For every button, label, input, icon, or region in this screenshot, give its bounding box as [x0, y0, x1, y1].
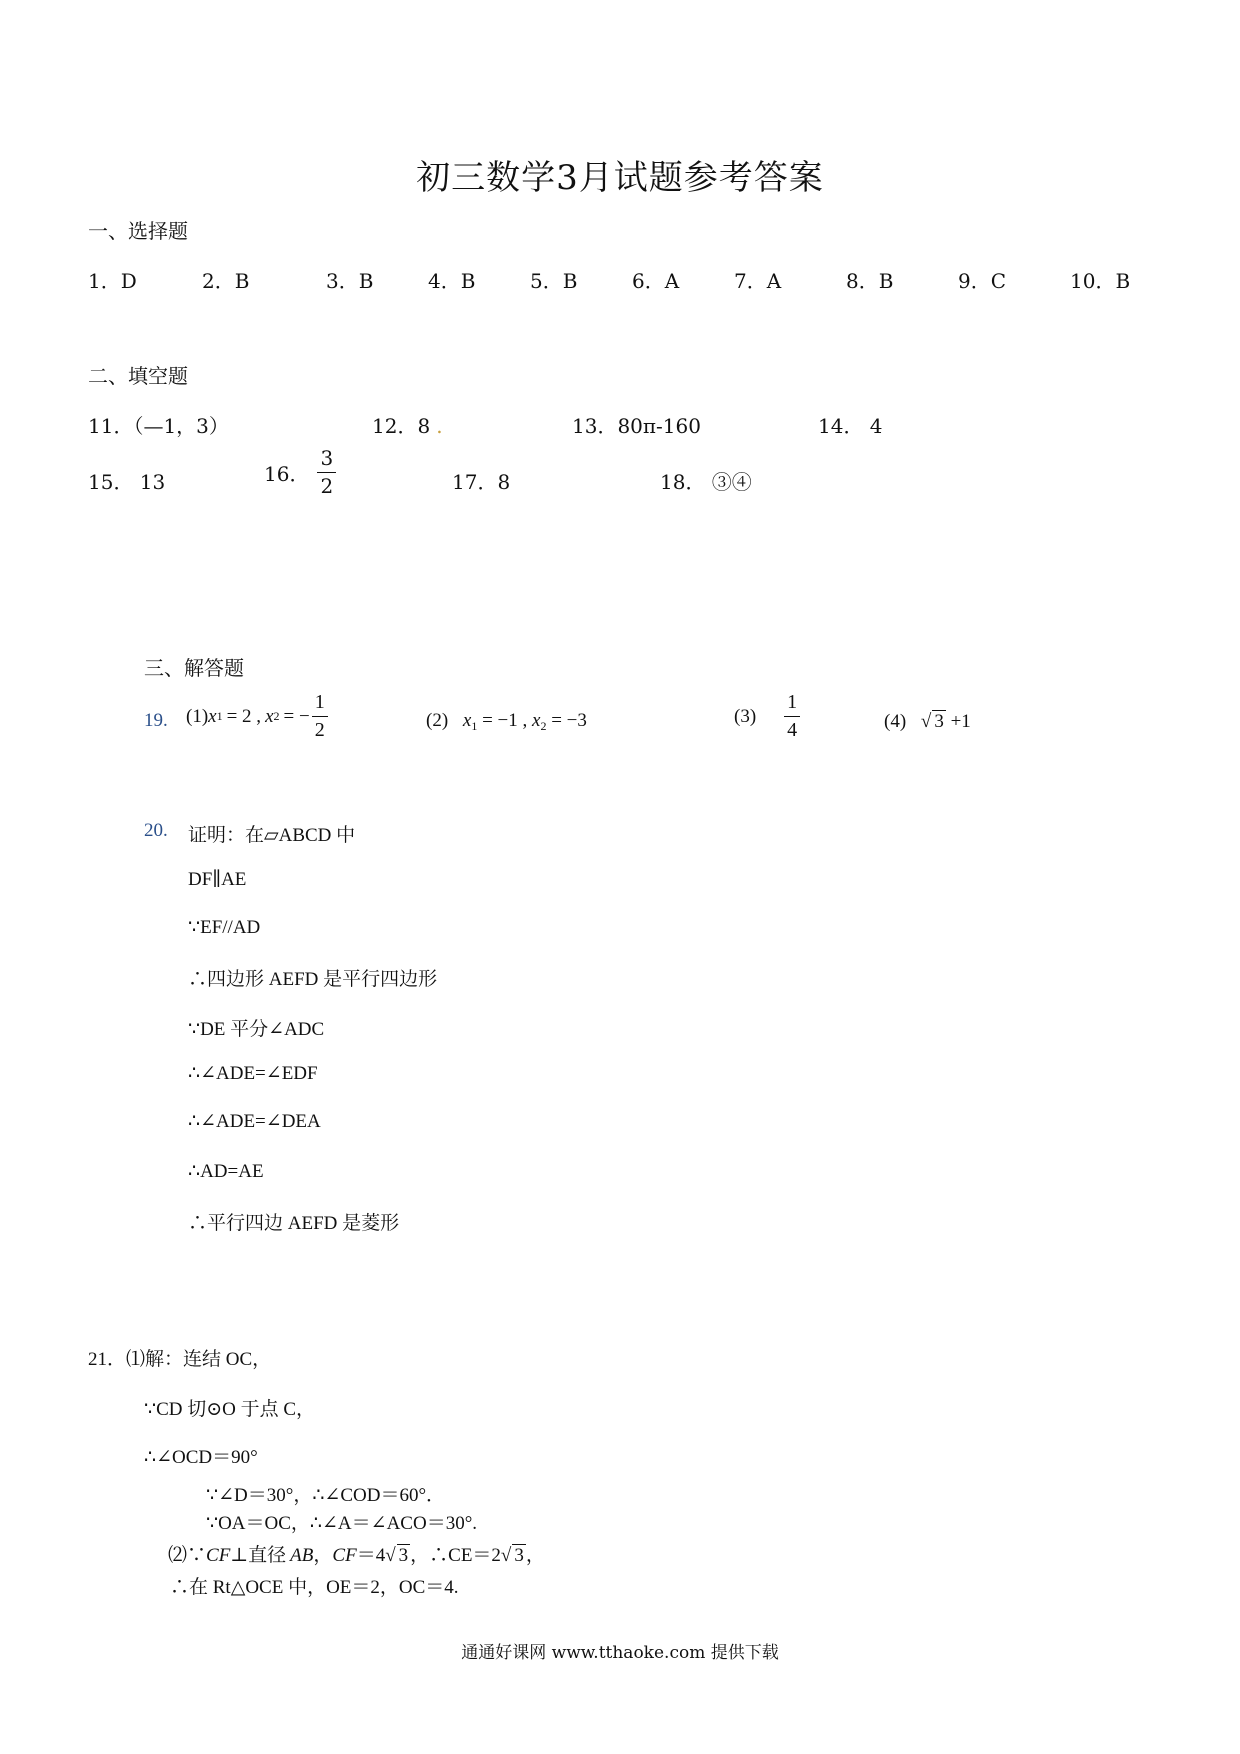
q19-part1-x1-value: = 2 ,	[226, 705, 262, 727]
section-heading-fill: 二、填空题	[88, 364, 188, 388]
q21-part2-radicand-2: 3	[514, 1545, 524, 1566]
q20-line-9: ∴平行四边 AEFD 是菱形	[188, 1213, 400, 1234]
q19-part4-label: (4)	[884, 711, 907, 732]
answer-17: 17．8	[452, 470, 511, 494]
q19-part3-fraction	[784, 692, 800, 741]
q21-part2-mid: ，∴CE＝2	[410, 1545, 501, 1566]
q21-part2-cf: CF	[206, 1545, 231, 1566]
q19-part1-x2-eq: = −	[283, 705, 310, 727]
q19-label: 19.	[144, 710, 168, 731]
q19-part1	[186, 692, 328, 741]
q19-part1-x1: x	[208, 705, 217, 727]
q20-line-6: ∴∠ADE=∠EDF	[188, 1063, 318, 1084]
q21-part2-perp: ⊥直径	[230, 1545, 287, 1566]
answer-16-fraction	[317, 448, 336, 497]
q21-part2-line-2: ∴在 Rt△OCE 中，OE＝2，OC＝4.	[170, 1577, 459, 1598]
answer-9: 9．C	[958, 269, 1007, 293]
q19-part2	[426, 710, 587, 734]
q20-label: 20.	[144, 820, 168, 841]
answer-16	[264, 448, 336, 497]
q19-part2-x2: x	[532, 710, 541, 731]
q19-part2-x1: x	[462, 710, 472, 731]
answer-3: 3．B	[326, 269, 374, 293]
answer-1: 1．D	[88, 269, 137, 293]
answer-6: 6．A	[632, 269, 680, 293]
q21-line-4: ∵OA＝OC，∴∠A＝∠ACO＝30°.	[206, 1513, 478, 1534]
q21-line-1: ∵CD 切⊙O 于点 C，	[144, 1399, 316, 1420]
fraction-numerator: 1	[312, 692, 328, 717]
q19-part1-x2-sub: 2	[273, 709, 280, 723]
q21-line-2: ∴∠OCD＝90°	[144, 1447, 258, 1468]
q19-part2-label: (2)	[426, 710, 449, 731]
q19-part1-label: (1)	[186, 705, 209, 727]
q19-part1-x2: x	[265, 705, 274, 727]
answer-5: 5．B	[530, 269, 578, 293]
fraction-numerator: 1	[784, 692, 800, 717]
q19-part4	[884, 710, 971, 733]
q19-part3	[734, 692, 800, 741]
q20-line-1: 证明：在▱ABCD 中	[188, 825, 356, 846]
answer-12-dot: .	[436, 414, 443, 438]
answer-16-label: 16．	[264, 462, 310, 486]
fraction-denominator: 4	[787, 719, 798, 741]
q21-label: 21．⑴解：连结 OC，	[88, 1349, 272, 1370]
answer-15: 15． 13	[88, 470, 166, 494]
q19-part2-x1-sub: 1	[471, 719, 478, 733]
q21-part2-end: ，	[525, 1545, 545, 1566]
q19-part4-tail: +1	[950, 711, 971, 732]
q21-line-3: ∵∠D＝30°，∴∠COD＝60°．	[206, 1485, 446, 1506]
q19-part2-x2-sub: 2	[540, 719, 547, 733]
q19-part1-fraction	[312, 692, 328, 741]
q20-line-4: ∴四边形 AEFD 是平行四边形	[188, 969, 438, 990]
q19-part2-x2-value: = −3	[551, 710, 587, 731]
q21-part2-radicand-1: 3	[398, 1545, 409, 1566]
page-title: 初三数学3月试题参考答案	[416, 158, 824, 198]
answer-7: 7．A	[734, 269, 782, 293]
answer-13: 13．80π-160	[572, 414, 701, 438]
answer-12-text: 12．8	[372, 414, 431, 438]
answer-12	[372, 410, 443, 439]
q19-part2-x1-value: = −1 ,	[482, 710, 528, 731]
q21-part2-ab: AB	[290, 1545, 314, 1566]
q20-line-5: ∵DE 平分∠ADC	[188, 1019, 325, 1040]
fraction-numerator: 3	[317, 448, 336, 473]
q20-line-2: DF∥AE	[188, 869, 247, 890]
section-heading-solve: 三、解答题	[144, 656, 244, 680]
answer-10: 10．B	[1070, 269, 1131, 293]
q21-part2-comma: ，	[313, 1545, 333, 1566]
q19-part4-radicand: 3	[934, 711, 944, 732]
fraction-denominator: 2	[320, 474, 334, 498]
answer-4: 4．B	[428, 269, 476, 293]
q21-part2-line-1: ⑵∵CF⊥直径 AB，CF＝4√ 3 ，∴CE＝2√ 3 ，	[168, 1545, 545, 1566]
q19-part4-root-sign: √	[920, 711, 932, 732]
q20-line-3: ∵EF//AD	[188, 917, 261, 938]
section-heading-choice: 一、选择题	[88, 219, 188, 243]
fraction-denominator: 2	[314, 719, 325, 741]
q20-line-7: ∴∠ADE=∠DEA	[188, 1111, 321, 1132]
q21-part2-prefix: ⑵∵	[168, 1545, 207, 1566]
q21-part2-eq1: ＝4	[356, 1545, 386, 1566]
q19-part1-x1-sub: 1	[216, 709, 223, 723]
answer-2: 2．B	[202, 269, 250, 293]
answer-14: 14． 4	[818, 414, 883, 438]
q20-line-8: ∴AD=AE	[188, 1161, 264, 1182]
answer-11: 11．（—1，3）	[88, 414, 229, 438]
page-footer: 通通好课网 www.tthaoke.com 提供下载	[461, 1643, 779, 1663]
answer-8: 8．B	[846, 269, 894, 293]
q21-part2-cf2: CF	[332, 1545, 357, 1566]
answer-18: 18． ③④	[660, 470, 752, 494]
q19-part3-label: (3)	[734, 705, 757, 727]
